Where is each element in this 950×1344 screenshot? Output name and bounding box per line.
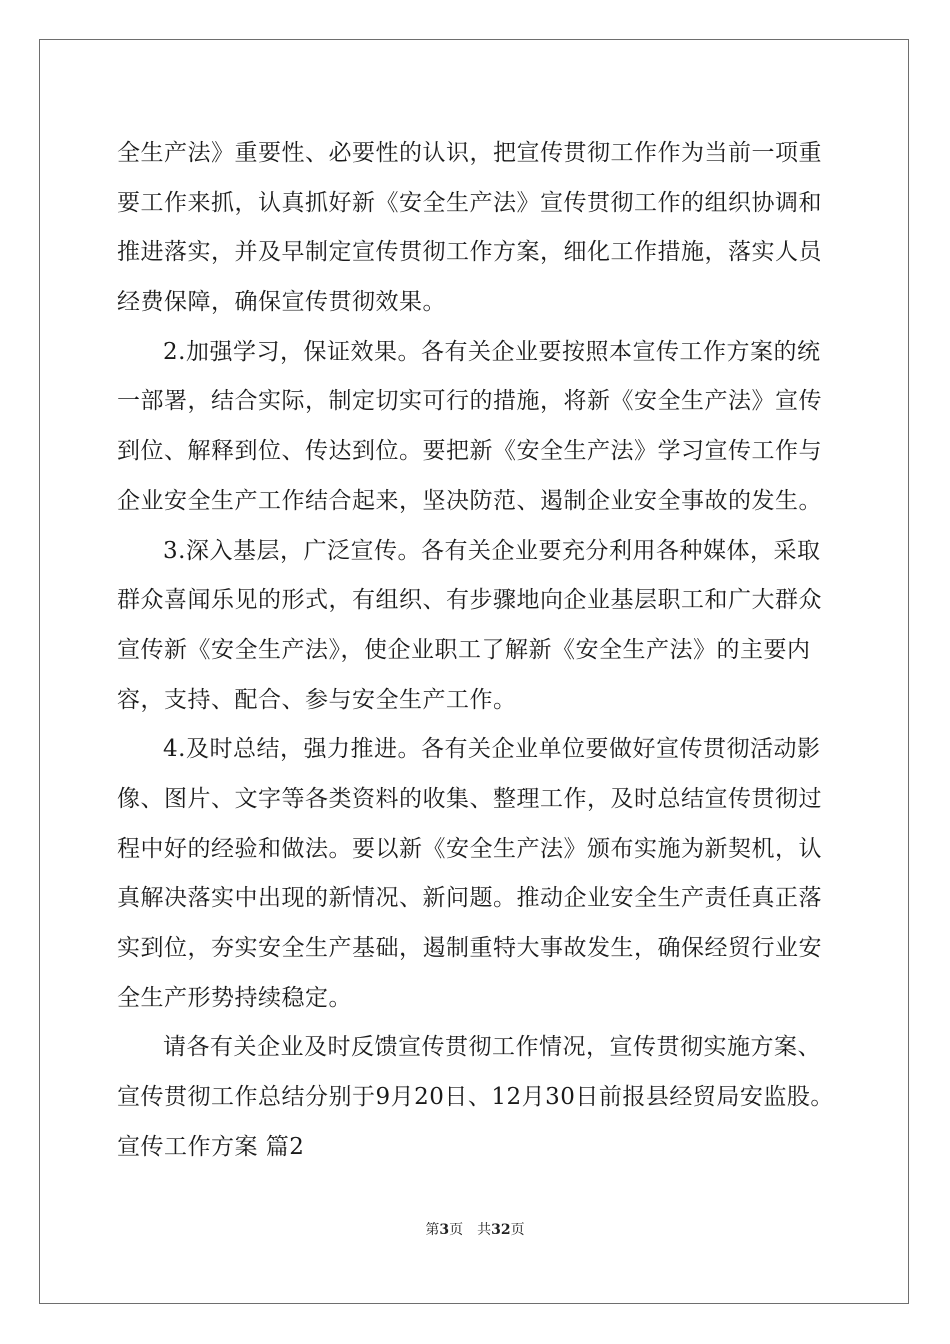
- text-line: 企业安全生产工作结合起来，坚决防范、遏制企业安全事故的发生。: [117, 487, 822, 514]
- text-line: 真解决落实中出现的新情况、新问题。推动企业安全生产责任真正落: [117, 885, 822, 912]
- text-line: 全生产形势持续稳定。: [117, 984, 352, 1011]
- paragraph-start-line: 3.深入基层，广泛宣传。各有关企业要充分利用各种媒体，采取: [163, 537, 821, 564]
- text-line: 推进落实，并及早制定宣传贯彻工作方案，细化工作措施，落实人员: [117, 239, 822, 266]
- page-suffix: 页: [510, 1222, 525, 1238]
- text-line: 容，支持、配合、参与安全生产工作。: [117, 686, 517, 713]
- document-body: [117, 129, 837, 1172]
- paragraph-start-line: 4.及时总结，强力推进。各有关企业单位要做好宣传贯彻活动影: [163, 736, 821, 763]
- text-line: 要工作来抓，认真抓好新《安全生产法》宣传贯彻工作的组织协调和: [117, 189, 822, 216]
- text-line: 实到位，夯实安全生产基础，遏制重特大事故发生，确保经贸行业安: [117, 935, 822, 961]
- text-line: 到位、解释到位、传达到位。要把新《安全生产法》学习宣传工作与: [117, 438, 822, 465]
- page-prefix: 第: [425, 1222, 440, 1238]
- paragraph-start-line: 2.加强学习，保证效果。各有关企业要按照本宣传工作方案的统: [163, 338, 821, 365]
- text-line: 程中好的经验和做法。要以新《安全生产法》颁布实施为新契机，认: [117, 835, 822, 862]
- text-line: 宣传新《安全生产法》，使企业职工了解新《安全生产法》的主要内: [117, 636, 811, 663]
- text-line: 全生产法》重要性、必要性的认识，把宣传贯彻工作作为当前一项重: [117, 140, 822, 166]
- page-mid-text: 页 共: [449, 1222, 492, 1238]
- page-total-number: 32: [491, 1222, 511, 1238]
- text-line: 宣传贯彻工作总结分别于9月20日、12月30日前报县经贸局安监股。: [117, 1084, 834, 1111]
- text-line: 经费保障，确保宣传贯彻效果。: [117, 289, 446, 316]
- section-heading: 宣传工作方案 篇2: [117, 1133, 305, 1160]
- text-line: 群众喜闻乐见的形式，有组织、有步骤地向企业基层职工和广大群众: [117, 587, 822, 614]
- text-line: 一部署，结合实际，制定切实可行的措施，将新《安全生产法》宣传: [117, 388, 822, 415]
- page-footer: [0, 1219, 950, 1239]
- paragraph-start-line: 请各有关企业及时反馈宣传贯彻工作情况，宣传贯彻实施方案、: [163, 1034, 821, 1061]
- text-line: 像、图片、文字等各类资料的收集、整理工作，及时总结宣传贯彻过: [117, 785, 822, 812]
- page-current-number: 3: [439, 1222, 450, 1238]
